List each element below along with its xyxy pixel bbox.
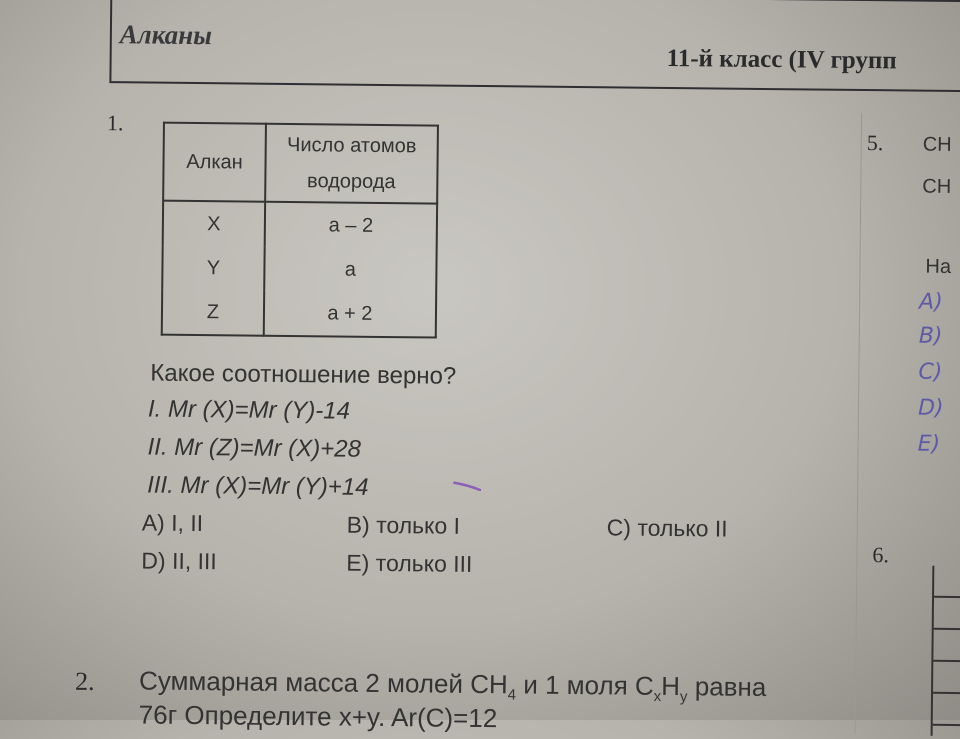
table-row	[934, 598, 960, 630]
option-b[interactable]: B) только I	[346, 511, 461, 539]
question-2-number: 2.	[74, 666, 95, 696]
statement-1: I. Mr (X)=Mr (Y)-14	[147, 395, 351, 425]
table-row	[934, 566, 960, 598]
table-row	[162, 246, 436, 293]
q5-fragment: CH	[922, 133, 952, 156]
table-cell-alkane: Z	[162, 290, 264, 336]
table-header-alkane: Алкан	[163, 123, 266, 202]
handwritten-option: B)	[918, 323, 943, 349]
q2-text-part: равна	[687, 671, 767, 703]
statement-3: III. Mr (X)=Mr (Y)+14	[147, 471, 369, 501]
question-1-prompt: Какое соотношение верно?	[150, 359, 457, 390]
q2-subscript: x	[653, 688, 662, 706]
handwritten-option: D)	[917, 395, 944, 421]
header-class-label: 11-й класс (IV групп	[666, 44, 897, 75]
question-5-number: 5.	[866, 130, 884, 156]
option-a[interactable]: A) I, II	[141, 509, 204, 537]
q5-fragment: На	[925, 255, 952, 278]
q2-text-part: и 1 моля C	[515, 669, 654, 701]
table-row	[933, 662, 960, 694]
q5-fragment: CH	[922, 175, 952, 198]
statement-2: II. Mr (Z)=Mr (X)+28	[147, 433, 362, 463]
handwritten-option: A)	[918, 289, 943, 315]
handwritten-option: E)	[917, 431, 941, 457]
option-d[interactable]: D) II, III	[141, 547, 217, 575]
table-cell-hydrogen: a + 2	[264, 291, 436, 338]
q2-text-part: H	[661, 670, 681, 702]
table-cell-alkane: Y	[162, 246, 264, 291]
question-2-line-2: 76г Определите x+y. Ar(C)=12	[138, 699, 498, 734]
table-row	[933, 630, 960, 662]
option-c[interactable]: C) только II	[606, 514, 728, 542]
question-6-table	[931, 566, 960, 736]
table-row	[933, 694, 960, 726]
column-divider	[855, 113, 862, 733]
question-1-number: 1.	[106, 110, 124, 136]
q2-subscript: 4	[507, 686, 517, 704]
pen-mark-icon	[453, 481, 481, 491]
option-e[interactable]: E) только III	[346, 549, 473, 577]
alkane-table	[161, 122, 439, 339]
handwritten-option: C)	[918, 359, 943, 385]
header-title: Алканы	[119, 19, 213, 51]
question-6-number: 6.	[872, 542, 890, 568]
table-row	[163, 201, 437, 249]
table-cell-hydrogen: a	[264, 247, 436, 293]
table-header-hydrogen-count: Число атомов водорода	[265, 124, 438, 204]
table-row	[162, 290, 436, 338]
q2-text-part: Суммарная масса 2 молей CH	[138, 665, 508, 700]
table-cell-hydrogen: a – 2	[265, 202, 437, 249]
table-cell-alkane: X	[163, 201, 265, 247]
q2-subscript: y	[679, 688, 688, 706]
